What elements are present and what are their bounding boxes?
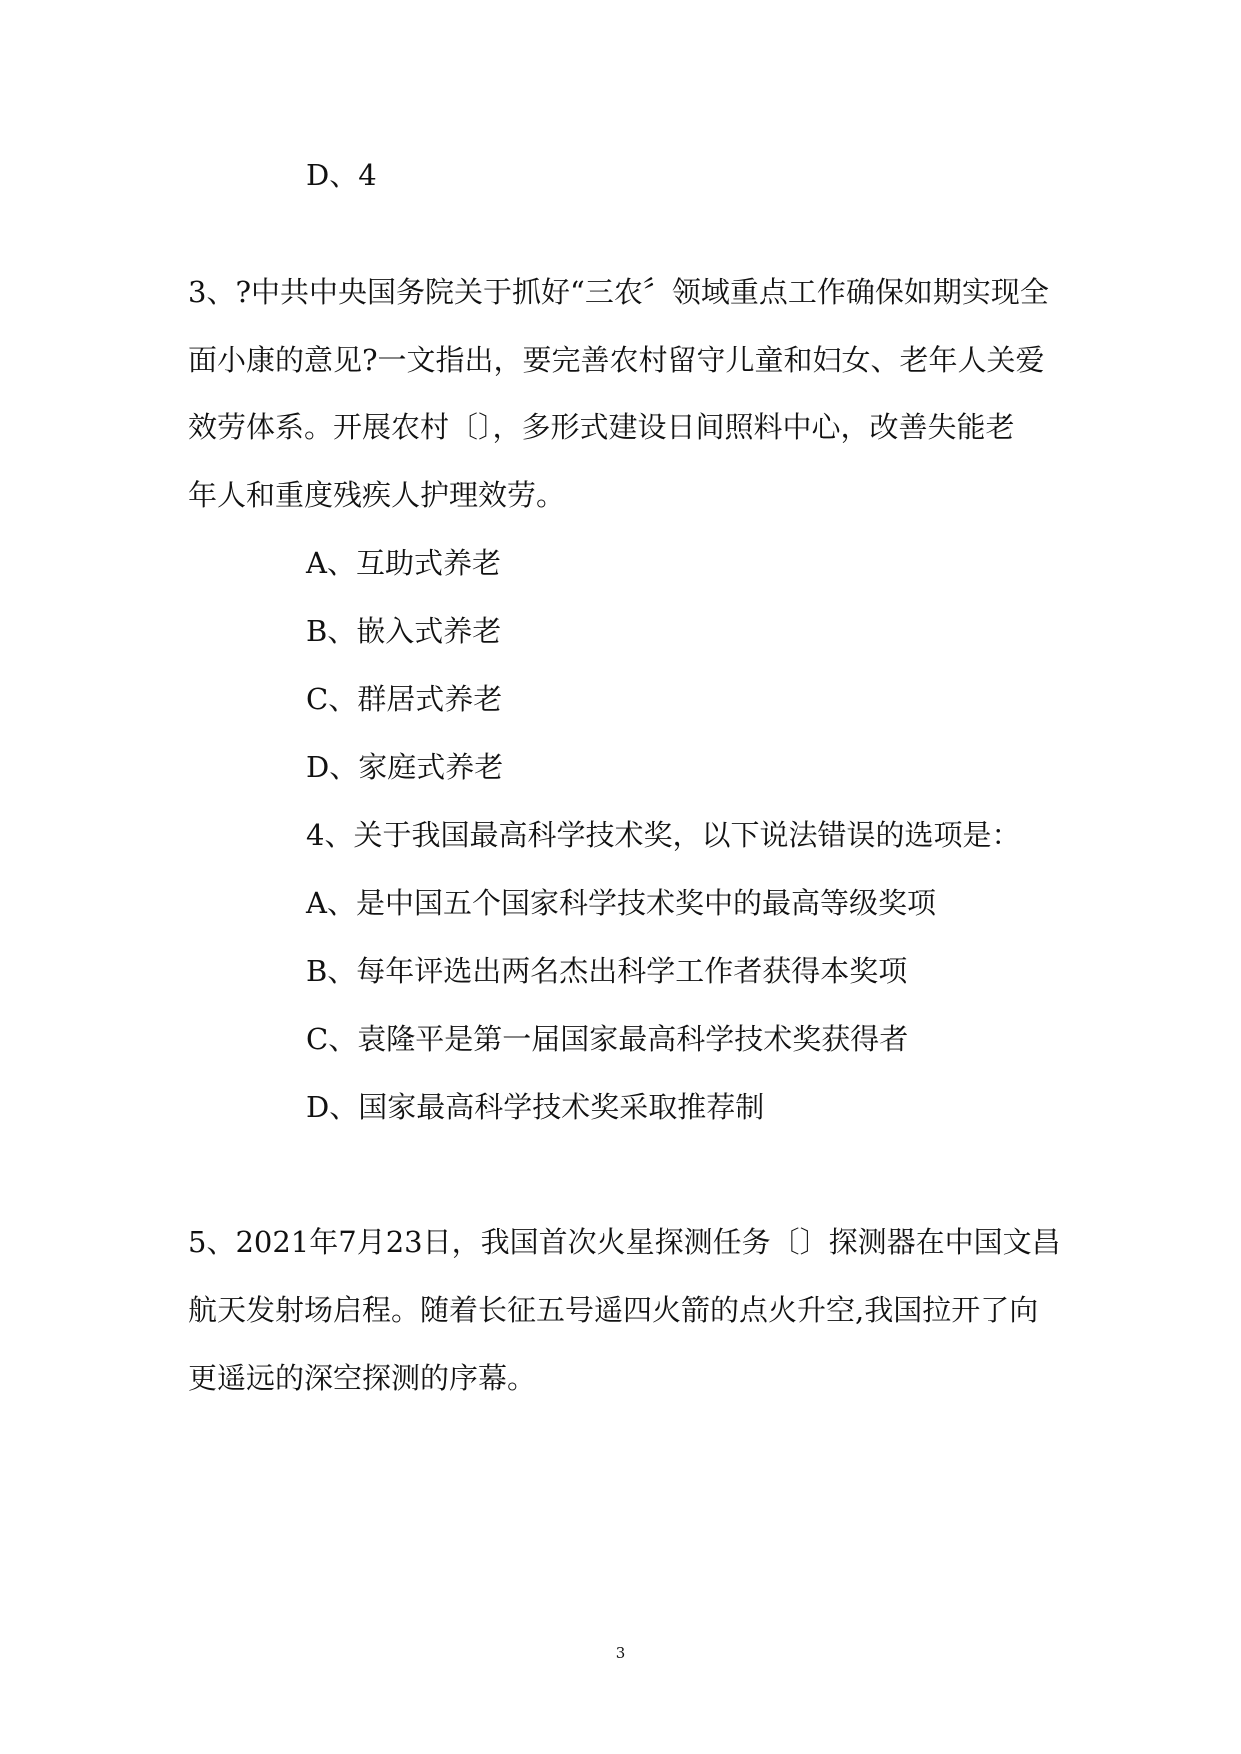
q3-stem-line-2: 面小康的意见?一文指出，要完善农村留守儿童和妇女、老年人关爱 — [188, 343, 1045, 377]
q3-option-d: D、家庭式养老 — [306, 750, 504, 784]
q3-option-a: A、互助式养老 — [306, 546, 501, 580]
q5-stem-line-2: 航天发射场启程。随着长征五号遥四火箭的点火升空,我国拉开了向 — [188, 1293, 1039, 1327]
q4-option-b: B、每年评选出两名杰出科学工作者获得本奖项 — [306, 954, 908, 988]
q5-stem-line-3: 更遥远的深空探测的序幕。 — [188, 1361, 537, 1395]
q4-option-a: A、是中国五个国家科学技术奖中的最高等级奖项 — [306, 886, 936, 920]
q3-stem-line-4: 年人和重度残疾人护理效劳。 — [188, 478, 566, 512]
q4-stem: 4、关于我国最高科学技术奖，以下说法错误的选项是： — [306, 818, 1021, 852]
q5-stem-line-1: 5、2021年7月23日，我国首次火星探测任务〔〕探测器在中国文昌 — [188, 1225, 1061, 1259]
q2-option-d: D、4 — [306, 158, 377, 192]
q4-option-c: C、袁隆平是第一届国家最高科学技术奖获得者 — [306, 1022, 909, 1056]
q4-option-d: D、国家最高科学技术奖采取推荐制 — [306, 1090, 765, 1124]
q3-option-c: C、群居式养老 — [306, 682, 503, 716]
q3-stem-line-1: 3、?中共中央国务院关于抓好“三农〞领域重点工作确保如期实现全 — [188, 275, 1049, 309]
q3-stem-line-3: 效劳体系。开展农村〔〕，多形式建设日间照料中心，改善失能老 — [188, 410, 1015, 444]
page-number: 3 — [615, 1644, 626, 1662]
q3-option-b: B、嵌入式养老 — [306, 614, 502, 648]
